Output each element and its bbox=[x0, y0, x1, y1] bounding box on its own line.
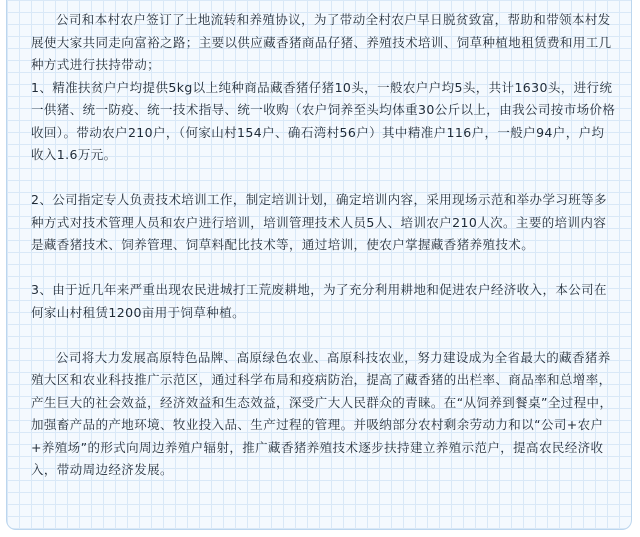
paragraph-gap bbox=[31, 167, 617, 190]
paragraph-item-3: 3、由于近几年来严重出现农民进城打工荒废耕地，为了充分利用耕地和促进农户经济收入，本公司在何家山村租赁1200亩用于饲草种植。 bbox=[31, 282, 607, 320]
document-frame bbox=[6, 0, 632, 530]
paragraph-item-1: 1、精准扶贫户户均提供5kg以上纯种商品藏香猪仔猪10头，一般农户户均5头，共计1630头，进行统一供猪、统一防疫、统一技术指导、统一收购（农户饲养至头均体重30公斤以上，由我公司按市场价格收回）。带动农户210户，（何家山村154户、确石湾村56户）其中精准户116户，一般户94户，户均收入1.6万元。 bbox=[31, 79, 616, 162]
paragraph-intro: 公司和本村农户签订了土地流转和养殖协议，为了带动全村农户早日脱贫致富，帮助和带领本村发展使大家共同走向富裕之路；主要以供应藏香猪商品仔猪、养殖技术培训、饲草种植地租赁费和用工几种方式进行扶持带动； bbox=[31, 12, 612, 72]
paragraph-conclusion: 公司将大力发展高原特色品牌、高原绿色农业、高原科技农业，努力建设成为全省最大的藏香猪养殖大区和农业科技推广示范区，通过科学布局和疫病防治，提高了藏香猪的出栏率、商品率和总增率，产生巨大的社会效益，经济效益和生态效益，深受广大人民群众的青睐。在“从饲养到餐桌”全过程中，加强畜产品的产地环境、牧业投入品、生产过程的管理。并吸纳部分农村剩余劳动力和以“公司+农户+养殖场”的形式向周边养殖户辐射，推广藏香猪养殖技术逐步扶持建立养殖示范户，提高农民经济收入，带动周边经济发展。 bbox=[31, 349, 613, 477]
document-body bbox=[31, 9, 617, 482]
paragraph-item-2: 2、公司指定专人负责技术培训工作，制定培训计划，确定培训内容，采用现场示范和举办学习班等多种方式对技术管理人员和农户进行培训，培训管理技术人员5人、培训农户210人次。主要的培训内容是藏香猪技术、饲养管理、饲草料配比技术等，通过培训，使农户掌握藏香猪养殖技术。 bbox=[31, 192, 607, 252]
paragraph-gap bbox=[31, 257, 617, 280]
paragraph-gap bbox=[31, 324, 617, 347]
